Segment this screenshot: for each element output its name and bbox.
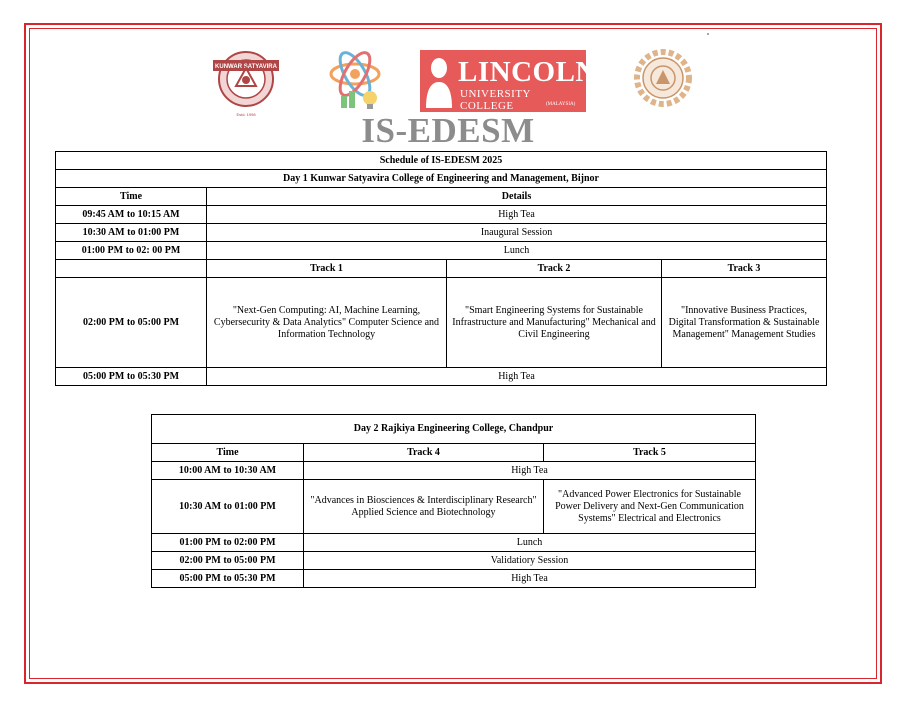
row-time: 10:00 AM to 10:30 AM xyxy=(152,462,304,480)
lincoln-subtitle: UNIVERSITY COLLEGE xyxy=(460,88,531,112)
day2-schedule-table xyxy=(151,414,756,588)
row-time: 02:00 PM to 05:00 PM xyxy=(152,552,304,570)
day2-title: Day 2 Rajkiya Engineering College, Chandpur xyxy=(152,415,756,444)
row-time: 05:00 PM to 05:30 PM xyxy=(56,368,207,386)
track-detail: "Next-Gen Computing: AI, Machine Learning, Cybersecurity & Data Analytics" Computer Science and Information Technology xyxy=(207,278,447,368)
track-detail: "Advances in Biosciences & Interdisciplinary Research" Applied Science and Biotechnology xyxy=(304,480,544,534)
empty-cell xyxy=(56,260,207,278)
speck xyxy=(707,33,709,35)
row-time: 02:00 PM to 05:00 PM xyxy=(56,278,207,368)
lincoln-bust-icon xyxy=(424,54,454,108)
table-row xyxy=(152,570,756,588)
event-banner-title: IS-EDESM xyxy=(361,111,535,150)
lincoln-name: LINCOLN xyxy=(458,56,597,88)
table-row xyxy=(152,534,756,552)
row-detail: High Tea xyxy=(207,206,827,224)
track-header: Track 3 xyxy=(662,260,827,278)
col-header-time: Time xyxy=(56,188,207,206)
track-header: Track 5 xyxy=(544,444,756,462)
kscem-logo-icon xyxy=(211,46,281,118)
col-header-details: Details xyxy=(207,188,827,206)
gear-emblem-logo-icon xyxy=(632,46,694,110)
table-row xyxy=(56,206,827,224)
track-header: Track 2 xyxy=(447,260,662,278)
row-time: 09:45 AM to 10:15 AM xyxy=(56,206,207,224)
row-time: 05:00 PM to 05:30 PM xyxy=(152,570,304,588)
logo-strip xyxy=(0,44,908,116)
track-detail: "Smart Engineering Systems for Sustainable Infrastructure and Manufacturing" Mechanical and Civil Engineering xyxy=(447,278,662,368)
table-row xyxy=(152,480,756,534)
row-detail: High Tea xyxy=(304,462,756,480)
table-row xyxy=(152,552,756,570)
row-time: 10:30 AM to 01:00 PM xyxy=(56,224,207,242)
row-detail: Validatiory Session xyxy=(304,552,756,570)
row-detail: Lunch xyxy=(304,534,756,552)
table-row xyxy=(56,224,827,242)
table-row xyxy=(152,462,756,480)
track-detail: "Innovative Business Practices, Digital Transformation & Sustainable Management" Management Studies xyxy=(662,278,827,368)
svg-text:Estd. 1998: Estd. 1998 xyxy=(236,112,256,117)
table-row xyxy=(56,242,827,260)
row-time: 10:30 AM to 01:00 PM xyxy=(152,480,304,534)
science-atom-logo-icon xyxy=(326,44,384,112)
col-header-time: Time xyxy=(152,444,304,462)
row-time: 01:00 PM to 02:00 PM xyxy=(152,534,304,552)
track-header: Track 4 xyxy=(304,444,544,462)
lincoln-university-logo xyxy=(420,50,597,112)
lincoln-location: (MALAYSIA) xyxy=(546,102,576,107)
row-detail: High Tea xyxy=(207,368,827,386)
day1-schedule-table xyxy=(55,151,827,386)
row-detail: High Tea xyxy=(304,570,756,588)
row-time: 01:00 PM to 02: 00 PM xyxy=(56,242,207,260)
table-row xyxy=(56,368,827,386)
svg-text:KUNWAR SATYAVIRA: KUNWAR SATYAVIRA xyxy=(215,64,277,70)
row-detail: Lunch xyxy=(207,242,827,260)
track-header: Track 1 xyxy=(207,260,447,278)
schedule-caption: Schedule of IS-EDESM 2025 xyxy=(56,152,827,170)
row-detail: Inaugural Session xyxy=(207,224,827,242)
table-row xyxy=(56,278,827,368)
day1-title: Day 1 Kunwar Satyavira College of Engineering and Management, Bijnor xyxy=(56,170,827,188)
track-detail: "Advanced Power Electronics for Sustainable Power Delivery and Next-Gen Communication Systems" Electrical and Electronics xyxy=(544,480,756,534)
